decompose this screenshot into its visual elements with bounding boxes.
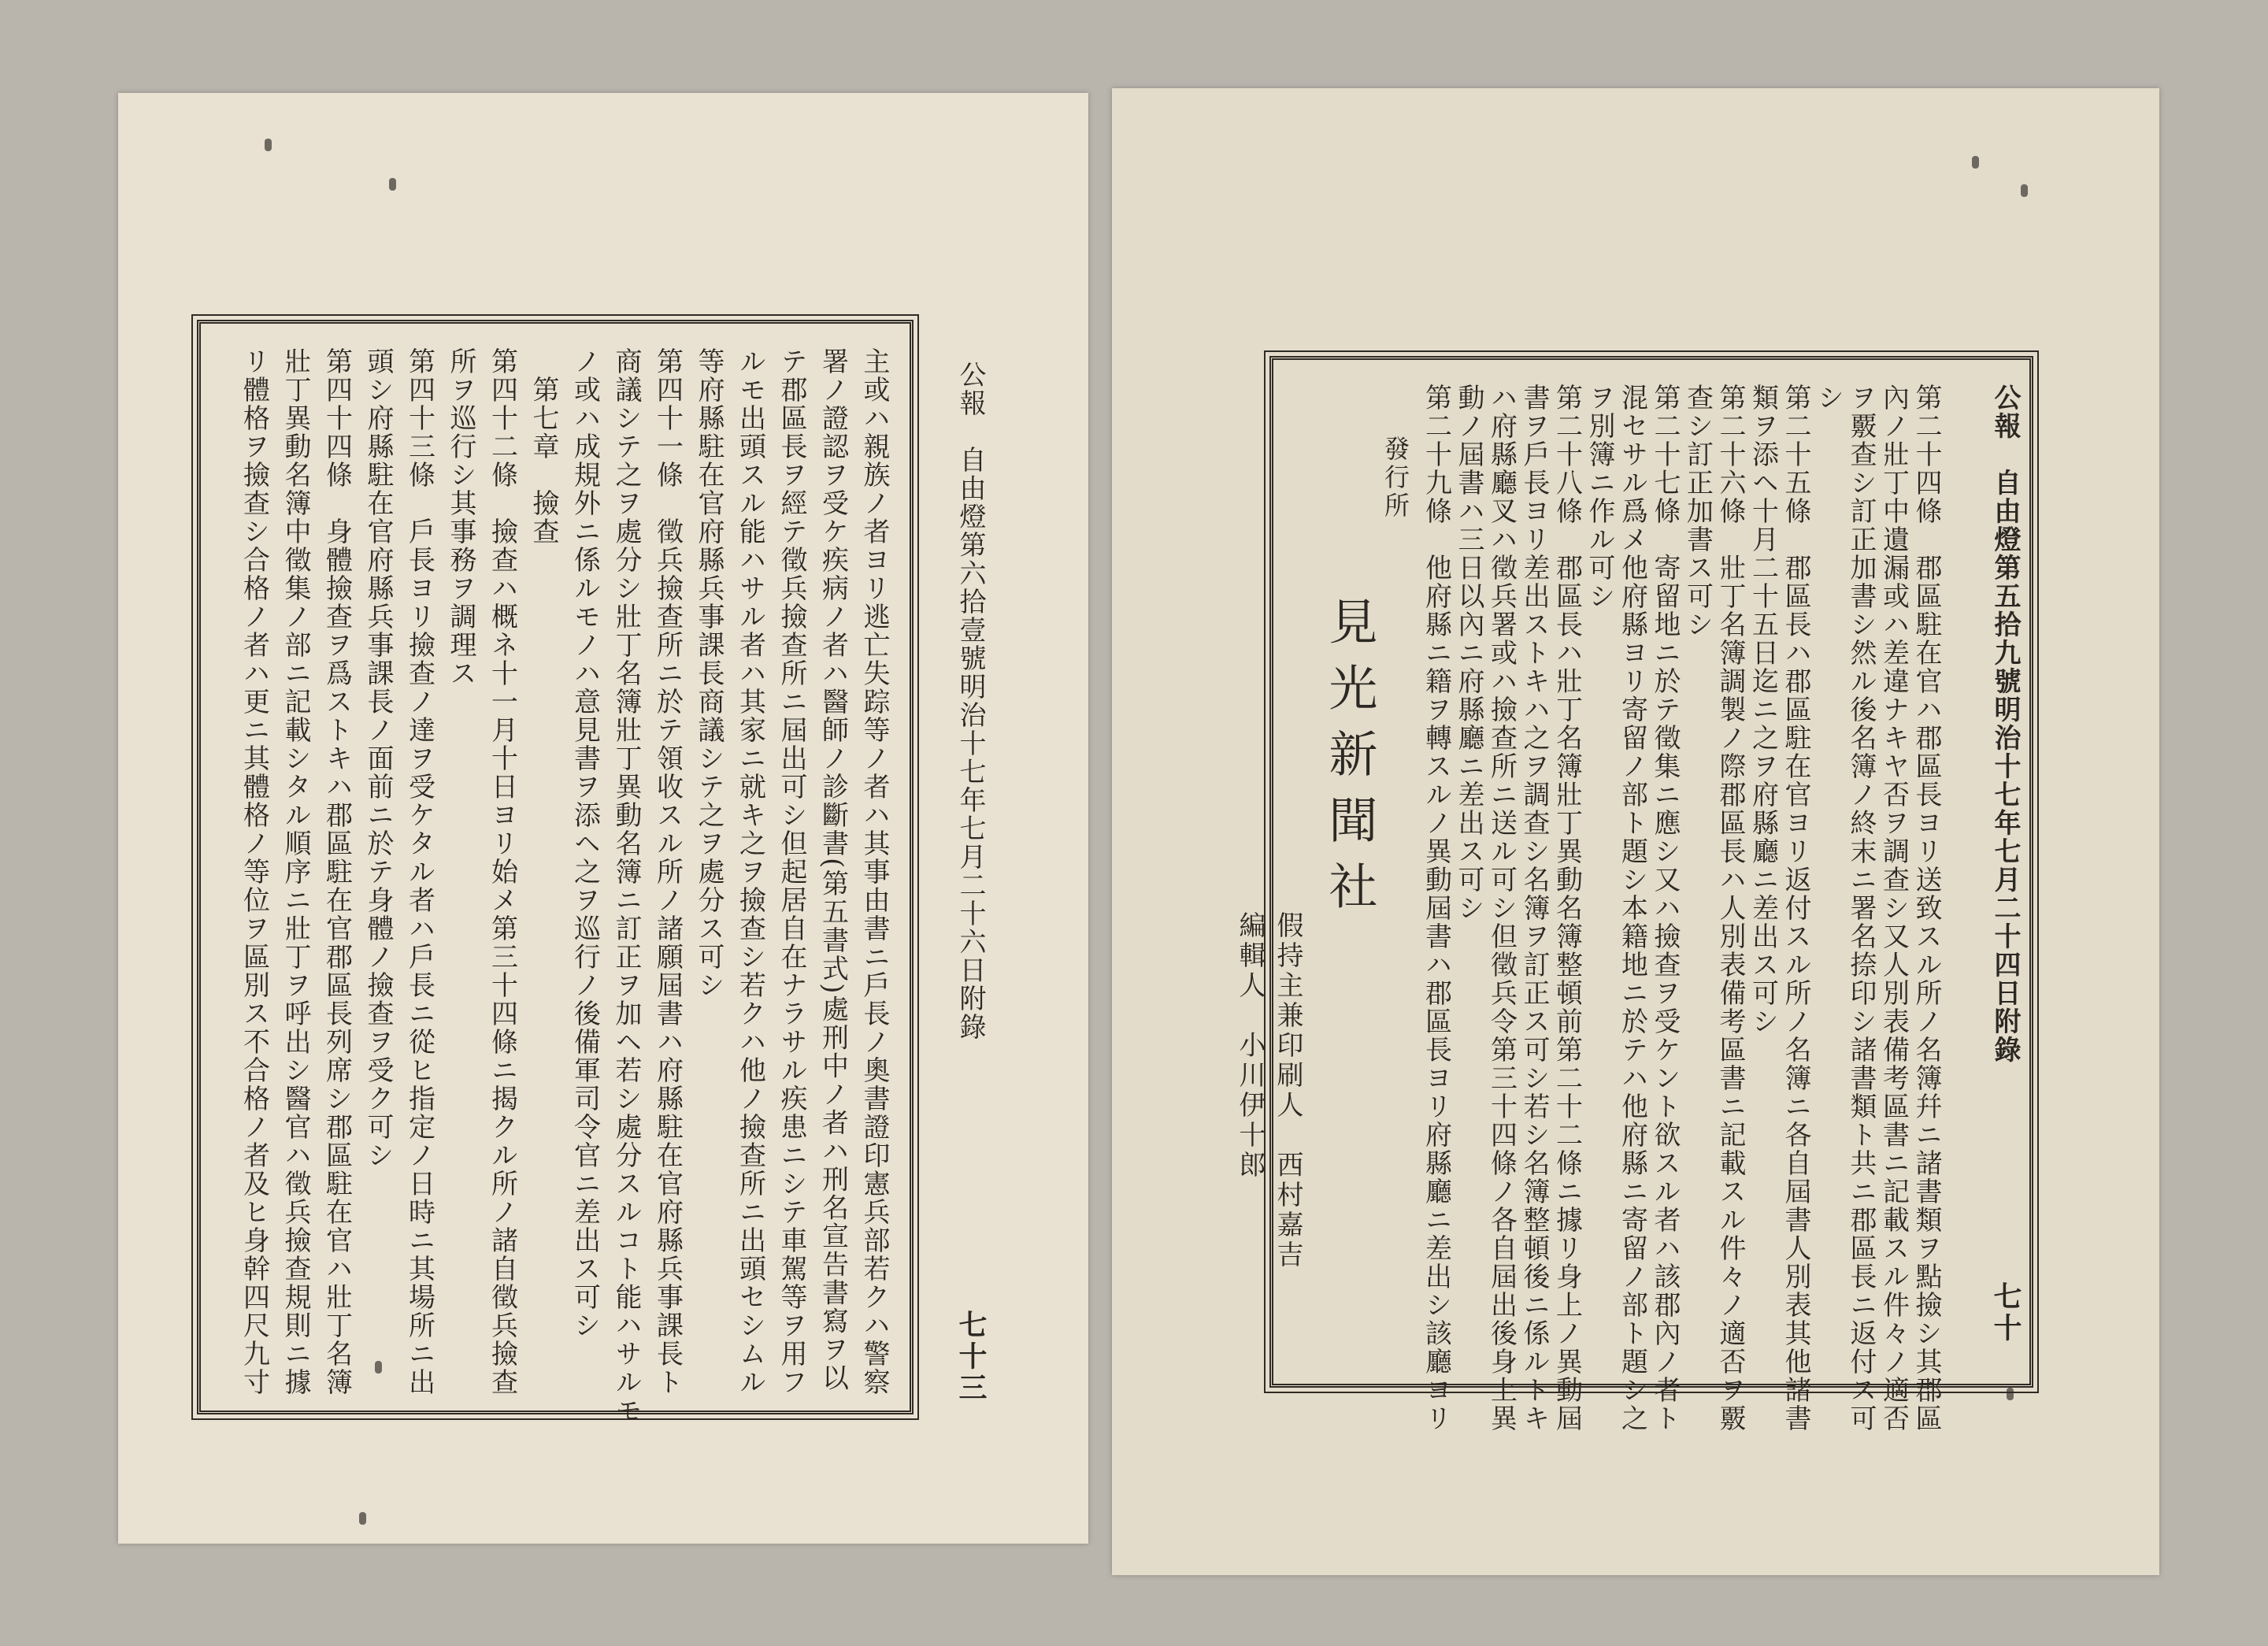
left-page: [118, 93, 1088, 1544]
text-column: 第二十五條 郡區長ハ郡區駐在官ヨリ返付スル所ノ名簿ニ各自屆書人別表其他諸書: [1780, 384, 1811, 1433]
publisher-label: 發行所: [1380, 436, 1410, 521]
text-column: シ: [1812, 384, 1844, 412]
publisher-name: 見光新聞社: [1321, 596, 1378, 927]
text-column: リ體格ヲ撿查シ合格ノ者ハ更ニ其體格ノ等位ヲ區別ス不合格ノ者及ヒ身幹四尺九寸: [238, 347, 270, 1396]
binding-hole: [1972, 156, 1979, 169]
text-column: 第二十七條 寄留地ニ於テ徵集ニ應シ又ハ撿查ヲ受ケント欲スル者ハ該郡內ノ者ト: [1649, 384, 1681, 1433]
page-header: 公報 自由燈第六拾壹號明治十七年七月二十六日附錄: [954, 361, 986, 1041]
text-column: 第七章 撿查: [528, 347, 559, 546]
text-column: 混セサル爲メ他府縣ヨリ寄留ノ部ト題シ本籍地ニ於テハ他府縣ニ寄留ノ部ト題シ之: [1616, 384, 1648, 1433]
body-text: [201, 324, 910, 1425]
text-frame: [1234, 356, 2033, 1433]
text-column: 類ヲ添ヘ十月二十五日迄ニ之ヲ府縣廳ニ差出ス可シ: [1747, 384, 1779, 1036]
text-column: 第二十四條 郡區駐在官ハ郡區長ヨリ送致スル所ノ名簿幷ニ諸書類ヲ點撿シ其郡區: [1910, 384, 1942, 1433]
binding-hole: [2021, 184, 2028, 197]
text-column: 動ノ屆書ハ三日以內ニ府縣廳ニ差出ス可シ: [1453, 384, 1484, 922]
text-column: ハ府縣廳叉ハ徵兵署或ハ撿查所ニ送ル可シ但徵兵令第三十四條ノ各自屆出後身上異: [1485, 384, 1518, 1433]
binding-hole: [2007, 1388, 2014, 1400]
binding-hole: [359, 1512, 366, 1525]
text-column: 第四十四條 身體撿查ヲ爲ストキハ郡區駐在官郡區長列席シ郡區駐在官ハ壯丁名簿: [321, 347, 353, 1396]
text-column: 所ヲ巡行シ其事務ヲ調理ス: [445, 347, 476, 688]
text-column: 查シ訂正加書ス可シ: [1681, 384, 1714, 639]
page-header: 公報 自由燈第五拾九號明治十七年七月二十四日附錄: [1989, 384, 2021, 1064]
text-column: 第四十二條 撿查ハ概ネ十一月十日ヨリ始メ第三十四條ニ揭クル所ノ諸自徵兵撿查: [486, 347, 518, 1396]
text-frame: [197, 320, 914, 1425]
text-column: ルモ出頭スル能ハサル者ハ其家ニ就キ之ヲ撿查シ若クハ他ノ撿查所ニ出頭セシムル: [734, 347, 766, 1396]
text-column: 第四十三條 戶長ヨリ撿查ノ達ヲ受ケタル者ハ戶長ニ從ヒ指定ノ日時ニ其場所ニ出: [403, 347, 435, 1396]
text-column: 頭シ府縣駐在官府縣兵事課長ノ面前ニ於テ身體ノ撿查ヲ受ク可シ: [362, 347, 394, 1170]
text-column: 商議シテ之ヲ處分シ壯丁名簿壯丁異動名簿ニ訂正ヲ加ヘ若シ處分スルコト能ハサルモ: [610, 347, 642, 1425]
printer-credit: 假持主兼印刷人 西村嘉吉: [1272, 911, 1303, 1270]
text-column: 主或ハ親族ノ者ヨリ逃亡失踪等ノ者ハ其事由書ニ戶長ノ奧書證印憲兵部若クハ警察: [858, 347, 890, 1396]
text-column: ヲ別簿ニ作ル可シ: [1584, 384, 1615, 610]
text-column: 壯丁異動名簿中徵集ノ部ニ記載シタル順序ニ壯丁ヲ呼出シ醫官ハ徵兵撿查規則ニ據: [280, 347, 311, 1396]
text-column: 署ノ證認ヲ受ケ疾病ノ者ハ醫師ノ診斷書(第五書式)處刑中ノ者ハ刑名宣告書寫ヲ以: [817, 347, 849, 1392]
text-column: ヲ覈查シ訂正加書シ然ル後名簿ノ終末ニ署名捺印シ諸書類ト共ニ郡區長ニ返付ス可: [1845, 384, 1877, 1433]
editor-credit: 編輯人 小川伊十郎: [1234, 911, 1266, 1181]
text-column: 等府縣駐在官府縣兵事課長商議シテ之ヲ處分ス可シ: [693, 347, 724, 999]
page-number: 七十三: [954, 1310, 988, 1404]
text-column: 內ノ壯丁中遺漏或ハ差違ナキヤ否ヲ調查シ又人別表備考區書ニ記載スル件々ノ適否: [1877, 384, 1910, 1433]
text-column: ノ或ハ成規外ニ係ルモノハ意見書ヲ添ヘ之ヲ巡行ノ後備軍司令官ニ差出ス可シ: [569, 347, 601, 1340]
text-column: 書ヲ戶長ヨリ差出ストキハ之ヲ調查シ名簿ヲ訂正ス可シ若シ名簿整頓後ニ係ルトキ: [1518, 384, 1550, 1433]
text-column: テ郡區長ヲ經テ徵兵撿查所ニ屆出可シ但起居自在ナラサル疾患ニシテ車駕等ヲ用フ: [776, 347, 807, 1396]
text-column: 第二十六條 壯丁名簿調製ノ際郡區長ハ人別表備考區書ニ記載スル件々ノ適否ヲ覈: [1714, 384, 1746, 1433]
binding-hole: [265, 139, 272, 151]
page-number: 七十: [1989, 1281, 2022, 1344]
text-column: 第二十八條 郡區長ハ壯丁名簿壯丁異動名簿整頓前第二十二條ニ據リ身上ノ異動屆: [1551, 384, 1583, 1433]
right-page: [1112, 88, 2159, 1575]
text-column: 第二十九條 他府縣ニ籍ヲ轉スルノ異動屆書ハ郡區長ヨリ府縣廳ニ差出シ該廳ヨリ: [1420, 384, 1452, 1433]
text-column: 第四十一條 徵兵撿查所ニ於テ領收スル所ノ諸願屆書ハ府縣駐在官府縣兵事課長ト: [651, 347, 684, 1396]
binding-hole: [389, 178, 396, 191]
